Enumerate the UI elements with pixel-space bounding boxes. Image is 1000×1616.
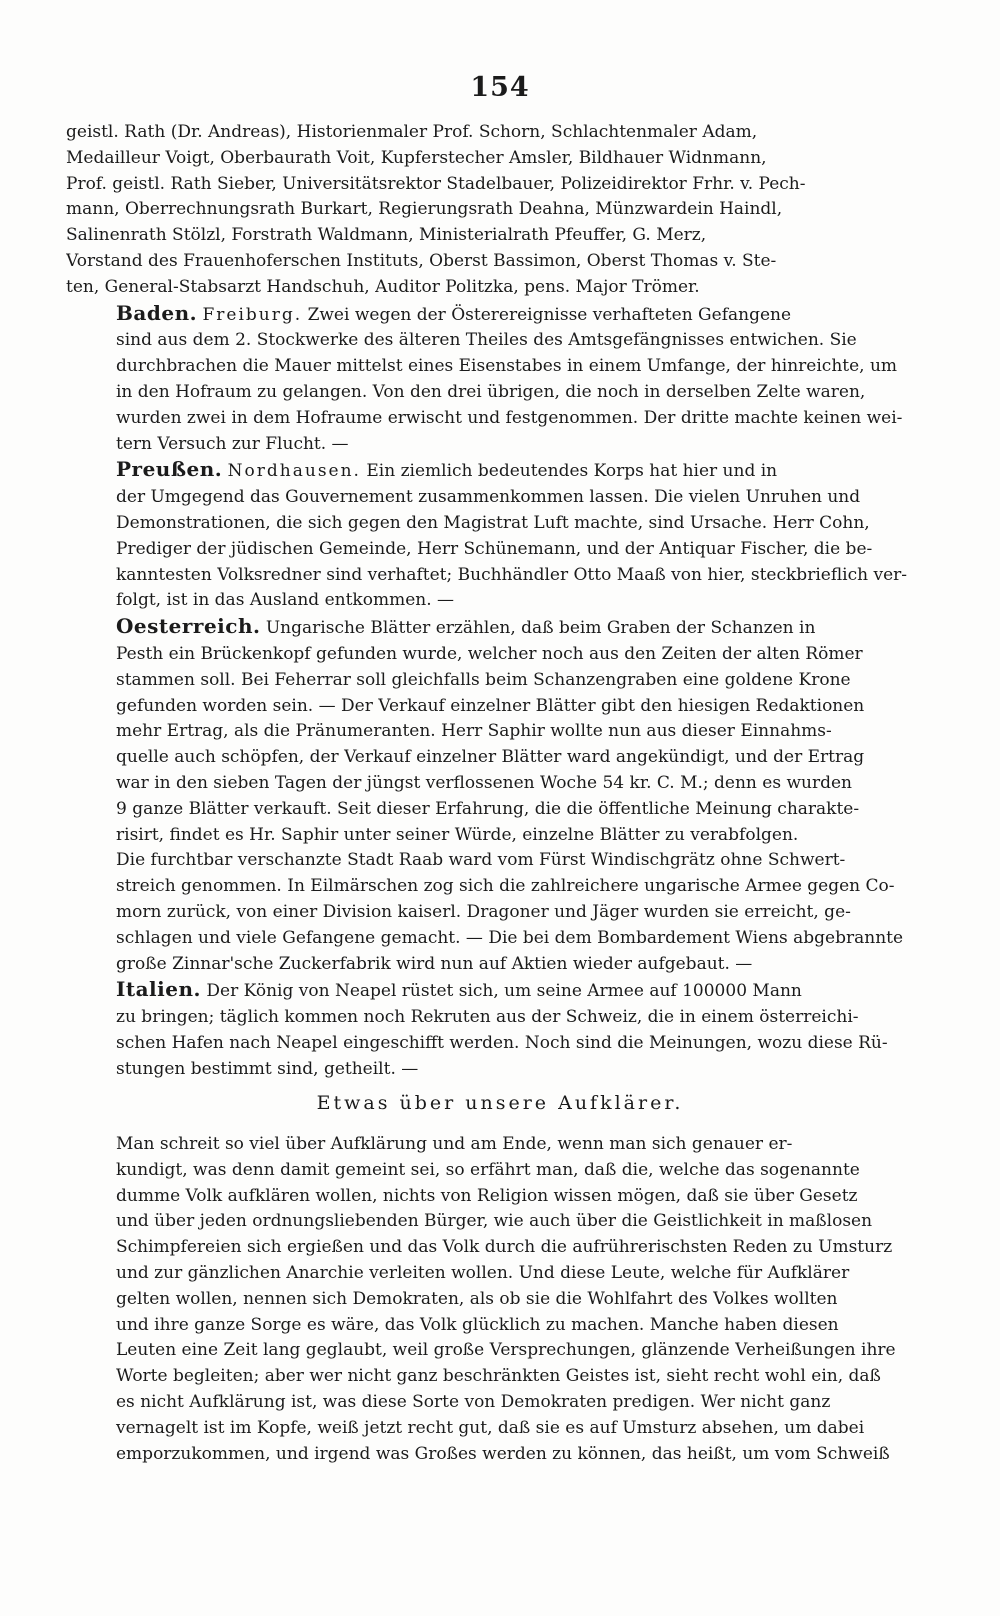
country-heading-oesterreich: Oesterreich. [116, 614, 261, 639]
text-line: 9 ganze Blätter verkauft. Seit dieser Erfahrung, die die öffentliche Meinung charakte- [116, 798, 860, 819]
news-continuation-paragraph [66, 120, 928, 301]
text-line: geistl. Rath (Dr. Andreas), Historienmaler Prof. Schorn, Schlachtenmaler Adam, [66, 122, 758, 142]
text-line: tern Versuch zur Flucht. — [116, 433, 349, 454]
text-line: und über jeden ordnungsliebenden Bürger, wie auch über die Geistlichkeit in maßlosen [116, 1211, 873, 1232]
article-title: Etwas über unsere Aufklärer. [316, 1092, 684, 1114]
text-line: streich genommen. In Eilmärschen zog sich die zahlreichere ungarische Armee gegen Co- [116, 876, 895, 897]
text-line: der Umgegend das Gouvernement zusammenkommen lassen. Die vielen Unruhen und [116, 487, 861, 508]
text-line: risirt, findet es Hr. Saphir unter seiner Würde, einzelne Blätter zu verabfolgen. [116, 824, 799, 845]
oesterreich-paragraph [66, 614, 928, 848]
text-line: Man schreit so viel über Aufklärung und am Ende, wenn man sich genauer er- [116, 1134, 793, 1154]
text-line: Ein ziemlich bedeutendes Korps hat hier und in [366, 461, 778, 482]
text-line: Der König von Neapel rüstet sich, um seine Armee auf 100000 Mann [206, 981, 802, 1002]
text-line: Schimpfereien sich ergießen und das Volk durch die aufrührerischsten Reden zu Umsturz [116, 1237, 893, 1258]
text-line: Leuten eine Zeit lang geglaubt, weil große Versprechungen, glänzende Verheißungen ihre [116, 1340, 896, 1361]
text-line: ten, General-Stabsarzt Handschuh, Auditor Politzka, pens. Major Trömer. [66, 276, 700, 297]
text-line: quelle auch schöpfen, der Verkauf einzelner Blätter ward angekündigt, und der Ertrag [116, 747, 865, 768]
text-line: war in den sieben Tagen der jüngst verflossenen Woche 54 kr. C. M.; denn es wurden [116, 772, 852, 793]
text-line: stammen soll. Bei Feherrar soll gleichfalls beim Schanzengraben eine goldene Krone [116, 669, 851, 690]
article-section [66, 1132, 928, 1467]
text-line: durchbrachen die Mauer mittelst eines Eisenstabes in einem Umfange, der hinreichte, um [116, 356, 898, 377]
text-line: morn zurück, von einer Division kaiserl. Dragoner und Jäger wurden sie erreicht, ge- [116, 901, 851, 922]
text-line: Ungarische Blätter erzählen, daß beim Graben der Schanzen in [265, 618, 816, 639]
text-line: es nicht Aufklärung ist, was diese Sorte von Demokraten predigen. Wer nicht ganz [116, 1391, 831, 1412]
text-line: wurden zwei in dem Hofraume erwischt und festgenommen. Der dritte machte keinen wei- [116, 407, 903, 428]
text-line: Pesth ein Brückenkopf gefunden wurde, welcher noch aus den Zeiten der alten Römer [116, 643, 863, 664]
text-line: große Zinnar'sche Zuckerfabrik wird nun auf Aktien wieder aufgebaut. — [116, 953, 753, 974]
place-name: Freiburg. [202, 304, 303, 325]
text-line: Prediger der jüdischen Gemeinde, Herr Schünemann, und der Antiquar Fischer, die be- [116, 538, 873, 559]
baden-paragraph [66, 301, 928, 458]
preussen-paragraph [66, 457, 928, 614]
text-line: Worte begleiten; aber wer nicht ganz beschränkten Geistes ist, sieht recht wohl ein, daß [116, 1366, 881, 1387]
text-line: Salinenrath Stölzl, Forstrath Waldmann, Ministerialrath Pfeuffer, G. Merz, [66, 225, 707, 246]
text-line: Medailleur Voigt, Oberbaurath Voit, Kupferstecher Amsler, Bildhauer Widnmann, [66, 147, 767, 168]
text-line: gefunden worden sein. — Der Verkauf einzelner Blätter gibt den hiesigen Redaktionen [116, 695, 865, 716]
text-line: in den Hofraum zu gelangen. Von den drei übrigen, die noch in derselben Zelte waren, [116, 381, 866, 402]
text-line: stungen bestimmt sind, getheilt. — [116, 1058, 419, 1079]
text-line: mann, Oberrechnungsrath Burkart, Regierungsrath Deahna, Münzwardein Haindl, [66, 199, 783, 220]
text-line: Prof. geistl. Rath Sieber, Universitätsrektor Stadelbauer, Polizeidirektor Frhr. v. Pech- [66, 173, 806, 194]
news-section [66, 120, 928, 1082]
country-heading-preussen: Preußen. [116, 457, 223, 482]
country-heading-italien: Italien. [116, 977, 201, 1002]
country-heading-baden: Baden. [116, 300, 198, 325]
article-paragraph [66, 1132, 928, 1467]
text-line: gelten wollen, nennen sich Demokraten, als ob sie die Wohlfahrt des Volkes wollten [116, 1288, 838, 1309]
text-line: Demonstrationen, die sich gegen den Magistrat Luft machte, sind Ursache. Herr Cohn, [116, 512, 870, 533]
text-line: mehr Ertrag, als die Pränumeranten. Herr Saphir wollte nun aus dieser Einnahms- [116, 721, 832, 742]
text-line: dumme Volk aufklären wollen, nichts von Religion wissen mögen, daß sie über Gesetz [116, 1185, 858, 1206]
italien-paragraph [66, 977, 928, 1082]
text-line: zu bringen; täglich kommen noch Rekruten aus der Schweiz, die in einem österreichi- [116, 1007, 859, 1028]
text-line: Zwei wegen der Österereignisse verhafteten Gefangene [307, 304, 792, 325]
place-name: Nordhausen. [227, 461, 361, 482]
text-line: emporzukommen, und irgend was Großes werden zu können, das heißt, um vom Schweiß [116, 1443, 890, 1464]
page-number: 154 [470, 72, 530, 103]
text-line: vernagelt ist im Kopfe, weiß jetzt recht gut, daß sie es auf Umsturz absehen, um dabei [116, 1417, 865, 1438]
oesterreich-paragraph-2 [66, 848, 928, 977]
text-line: schlagen und viele Gefangene gemacht. — Die bei dem Bombardement Wiens abgebrannte [116, 927, 904, 948]
text-line: sind aus dem 2. Stockwerke des älteren Theiles des Amtsgefängnisses entwichen. Sie [116, 330, 857, 351]
text-line: Die furchtbar verschanzte Stadt Raab ward vom Fürst Windischgrätz ohne Schwert- [116, 850, 846, 871]
text-line: schen Hafen nach Neapel eingeschifft werden. Noch sind die Meinungen, wozu diese Rü- [116, 1032, 888, 1053]
text-line: und zur gänzlichen Anarchie verleiten wollen. Und diese Leute, welche für Aufklärer [116, 1262, 850, 1283]
text-line: und ihre ganze Sorge es wäre, das Volk glücklich zu machen. Manche haben diesen [116, 1314, 839, 1335]
text-line: kundigt, was denn damit gemeint sei, so erfährt man, daß die, welche das sogenannte [116, 1159, 860, 1180]
text-line: Vorstand des Frauenhoferschen Instituts, Oberst Bassimon, Oberst Thomas v. Ste- [66, 250, 777, 271]
text-line: kanntesten Volksredner sind verhaftet; Buchhändler Otto Maaß von hier, steckbrieflich ver- [116, 564, 907, 585]
text-line: folgt, ist in das Ausland entkommen. — [116, 590, 455, 611]
